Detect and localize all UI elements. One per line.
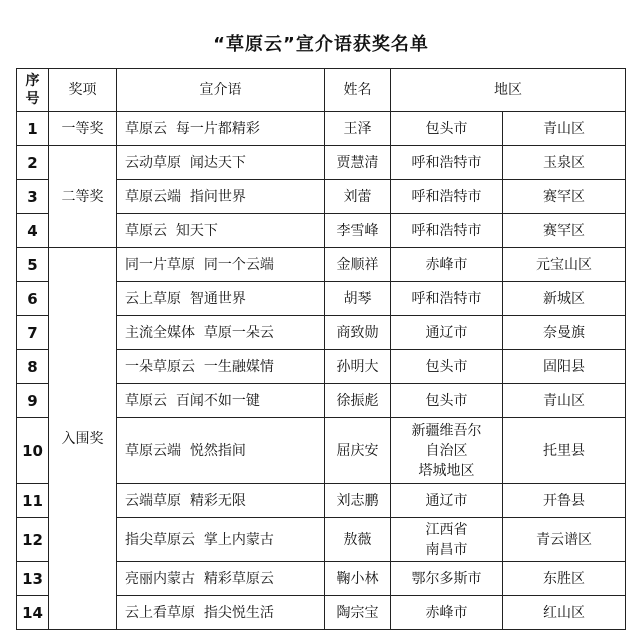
district-cell: 元宝山区 xyxy=(503,248,626,282)
row-number: 5 xyxy=(17,248,49,282)
row-number: 13 xyxy=(17,562,49,596)
name-cell: 陶宗宝 xyxy=(325,596,391,630)
district-cell: 奈曼旗 xyxy=(503,316,626,350)
city-cell: 包头市 xyxy=(391,112,503,146)
district-cell: 开鲁县 xyxy=(503,484,626,518)
row-number: 4 xyxy=(17,214,49,248)
slogan-cell: 云动草原 闻达天下 xyxy=(117,146,325,180)
name-cell: 屈庆安 xyxy=(325,418,391,484)
header-award: 奖项 xyxy=(49,69,117,112)
header-name: 姓名 xyxy=(325,69,391,112)
row-number: 8 xyxy=(17,350,49,384)
city-cell: 呼和浩特市 xyxy=(391,282,503,316)
slogan-cell: 草原云 每一片都精彩 xyxy=(117,112,325,146)
city-cell: 呼和浩特市 xyxy=(391,146,503,180)
row-number: 14 xyxy=(17,596,49,630)
row-number: 7 xyxy=(17,316,49,350)
city-cell: 江西省 南昌市 xyxy=(391,518,503,562)
slogan-cell: 草原云端 悦然指间 xyxy=(117,418,325,484)
slogan-cell: 草原云 知天下 xyxy=(117,214,325,248)
award-cell: 一等奖 xyxy=(49,112,117,146)
award-table xyxy=(16,68,626,630)
district-cell: 固阳县 xyxy=(503,350,626,384)
page-title: “草原云”宣介语获奖名单 xyxy=(213,34,429,55)
row-number: 12 xyxy=(17,518,49,562)
slogan-cell: 一朵草原云 一生融媒情 xyxy=(117,350,325,384)
name-cell: 徐振彪 xyxy=(325,384,391,418)
row-number: 1 xyxy=(17,112,49,146)
name-cell: 刘志鹏 xyxy=(325,484,391,518)
table-row xyxy=(17,248,626,282)
slogan-cell: 云上草原 智通世界 xyxy=(117,282,325,316)
header-no: 序 号 xyxy=(17,69,49,112)
table-row xyxy=(17,112,626,146)
name-cell: 刘蕾 xyxy=(325,180,391,214)
district-cell: 东胜区 xyxy=(503,562,626,596)
city-cell: 鄂尔多斯市 xyxy=(391,562,503,596)
district-cell: 玉泉区 xyxy=(503,146,626,180)
city-cell: 赤峰市 xyxy=(391,248,503,282)
slogan-cell: 云端草原 精彩无限 xyxy=(117,484,325,518)
slogan-cell: 同一片草原 同一个云端 xyxy=(117,248,325,282)
city-cell: 包头市 xyxy=(391,350,503,384)
slogan-cell: 草原云端 指问世界 xyxy=(117,180,325,214)
district-cell: 青山区 xyxy=(503,384,626,418)
city-cell: 新疆维吾尔 自治区 塔城地区 xyxy=(391,418,503,484)
name-cell: 贾慧清 xyxy=(325,146,391,180)
slogan-cell: 云上看草原 指尖悦生活 xyxy=(117,596,325,630)
slogan-cell: 主流全媒体 草原一朵云 xyxy=(117,316,325,350)
city-cell: 通辽市 xyxy=(391,316,503,350)
name-cell: 金顺祥 xyxy=(325,248,391,282)
row-number: 11 xyxy=(17,484,49,518)
name-cell: 孙明大 xyxy=(325,350,391,384)
slogan-cell: 指尖草原云 掌上内蒙古 xyxy=(117,518,325,562)
city-cell: 赤峰市 xyxy=(391,596,503,630)
name-cell: 胡琴 xyxy=(325,282,391,316)
table-row xyxy=(17,146,626,180)
district-cell: 托里县 xyxy=(503,418,626,484)
district-cell: 赛罕区 xyxy=(503,214,626,248)
header-slogan: 宣介语 xyxy=(117,69,325,112)
district-cell: 红山区 xyxy=(503,596,626,630)
city-cell: 呼和浩特市 xyxy=(391,214,503,248)
row-number: 10 xyxy=(17,418,49,484)
city-cell: 包头市 xyxy=(391,384,503,418)
slogan-cell: 亮丽内蒙古 精彩草原云 xyxy=(117,562,325,596)
district-cell: 赛罕区 xyxy=(503,180,626,214)
award-cell: 二等奖 xyxy=(49,146,117,248)
district-cell: 青云谱区 xyxy=(503,518,626,562)
district-cell: 新城区 xyxy=(503,282,626,316)
city-cell: 通辽市 xyxy=(391,484,503,518)
city-cell: 呼和浩特市 xyxy=(391,180,503,214)
name-cell: 敖薇 xyxy=(325,518,391,562)
name-cell: 李雪峰 xyxy=(325,214,391,248)
name-cell: 商致勋 xyxy=(325,316,391,350)
award-cell: 入围奖 xyxy=(49,248,117,630)
slogan-cell: 草原云 百闻不如一键 xyxy=(117,384,325,418)
header-region: 地区 xyxy=(391,69,626,112)
row-number: 2 xyxy=(17,146,49,180)
row-number: 3 xyxy=(17,180,49,214)
name-cell: 鞠小林 xyxy=(325,562,391,596)
row-number: 6 xyxy=(17,282,49,316)
name-cell: 王泽 xyxy=(325,112,391,146)
header-row xyxy=(17,69,626,112)
row-number: 9 xyxy=(17,384,49,418)
district-cell: 青山区 xyxy=(503,112,626,146)
